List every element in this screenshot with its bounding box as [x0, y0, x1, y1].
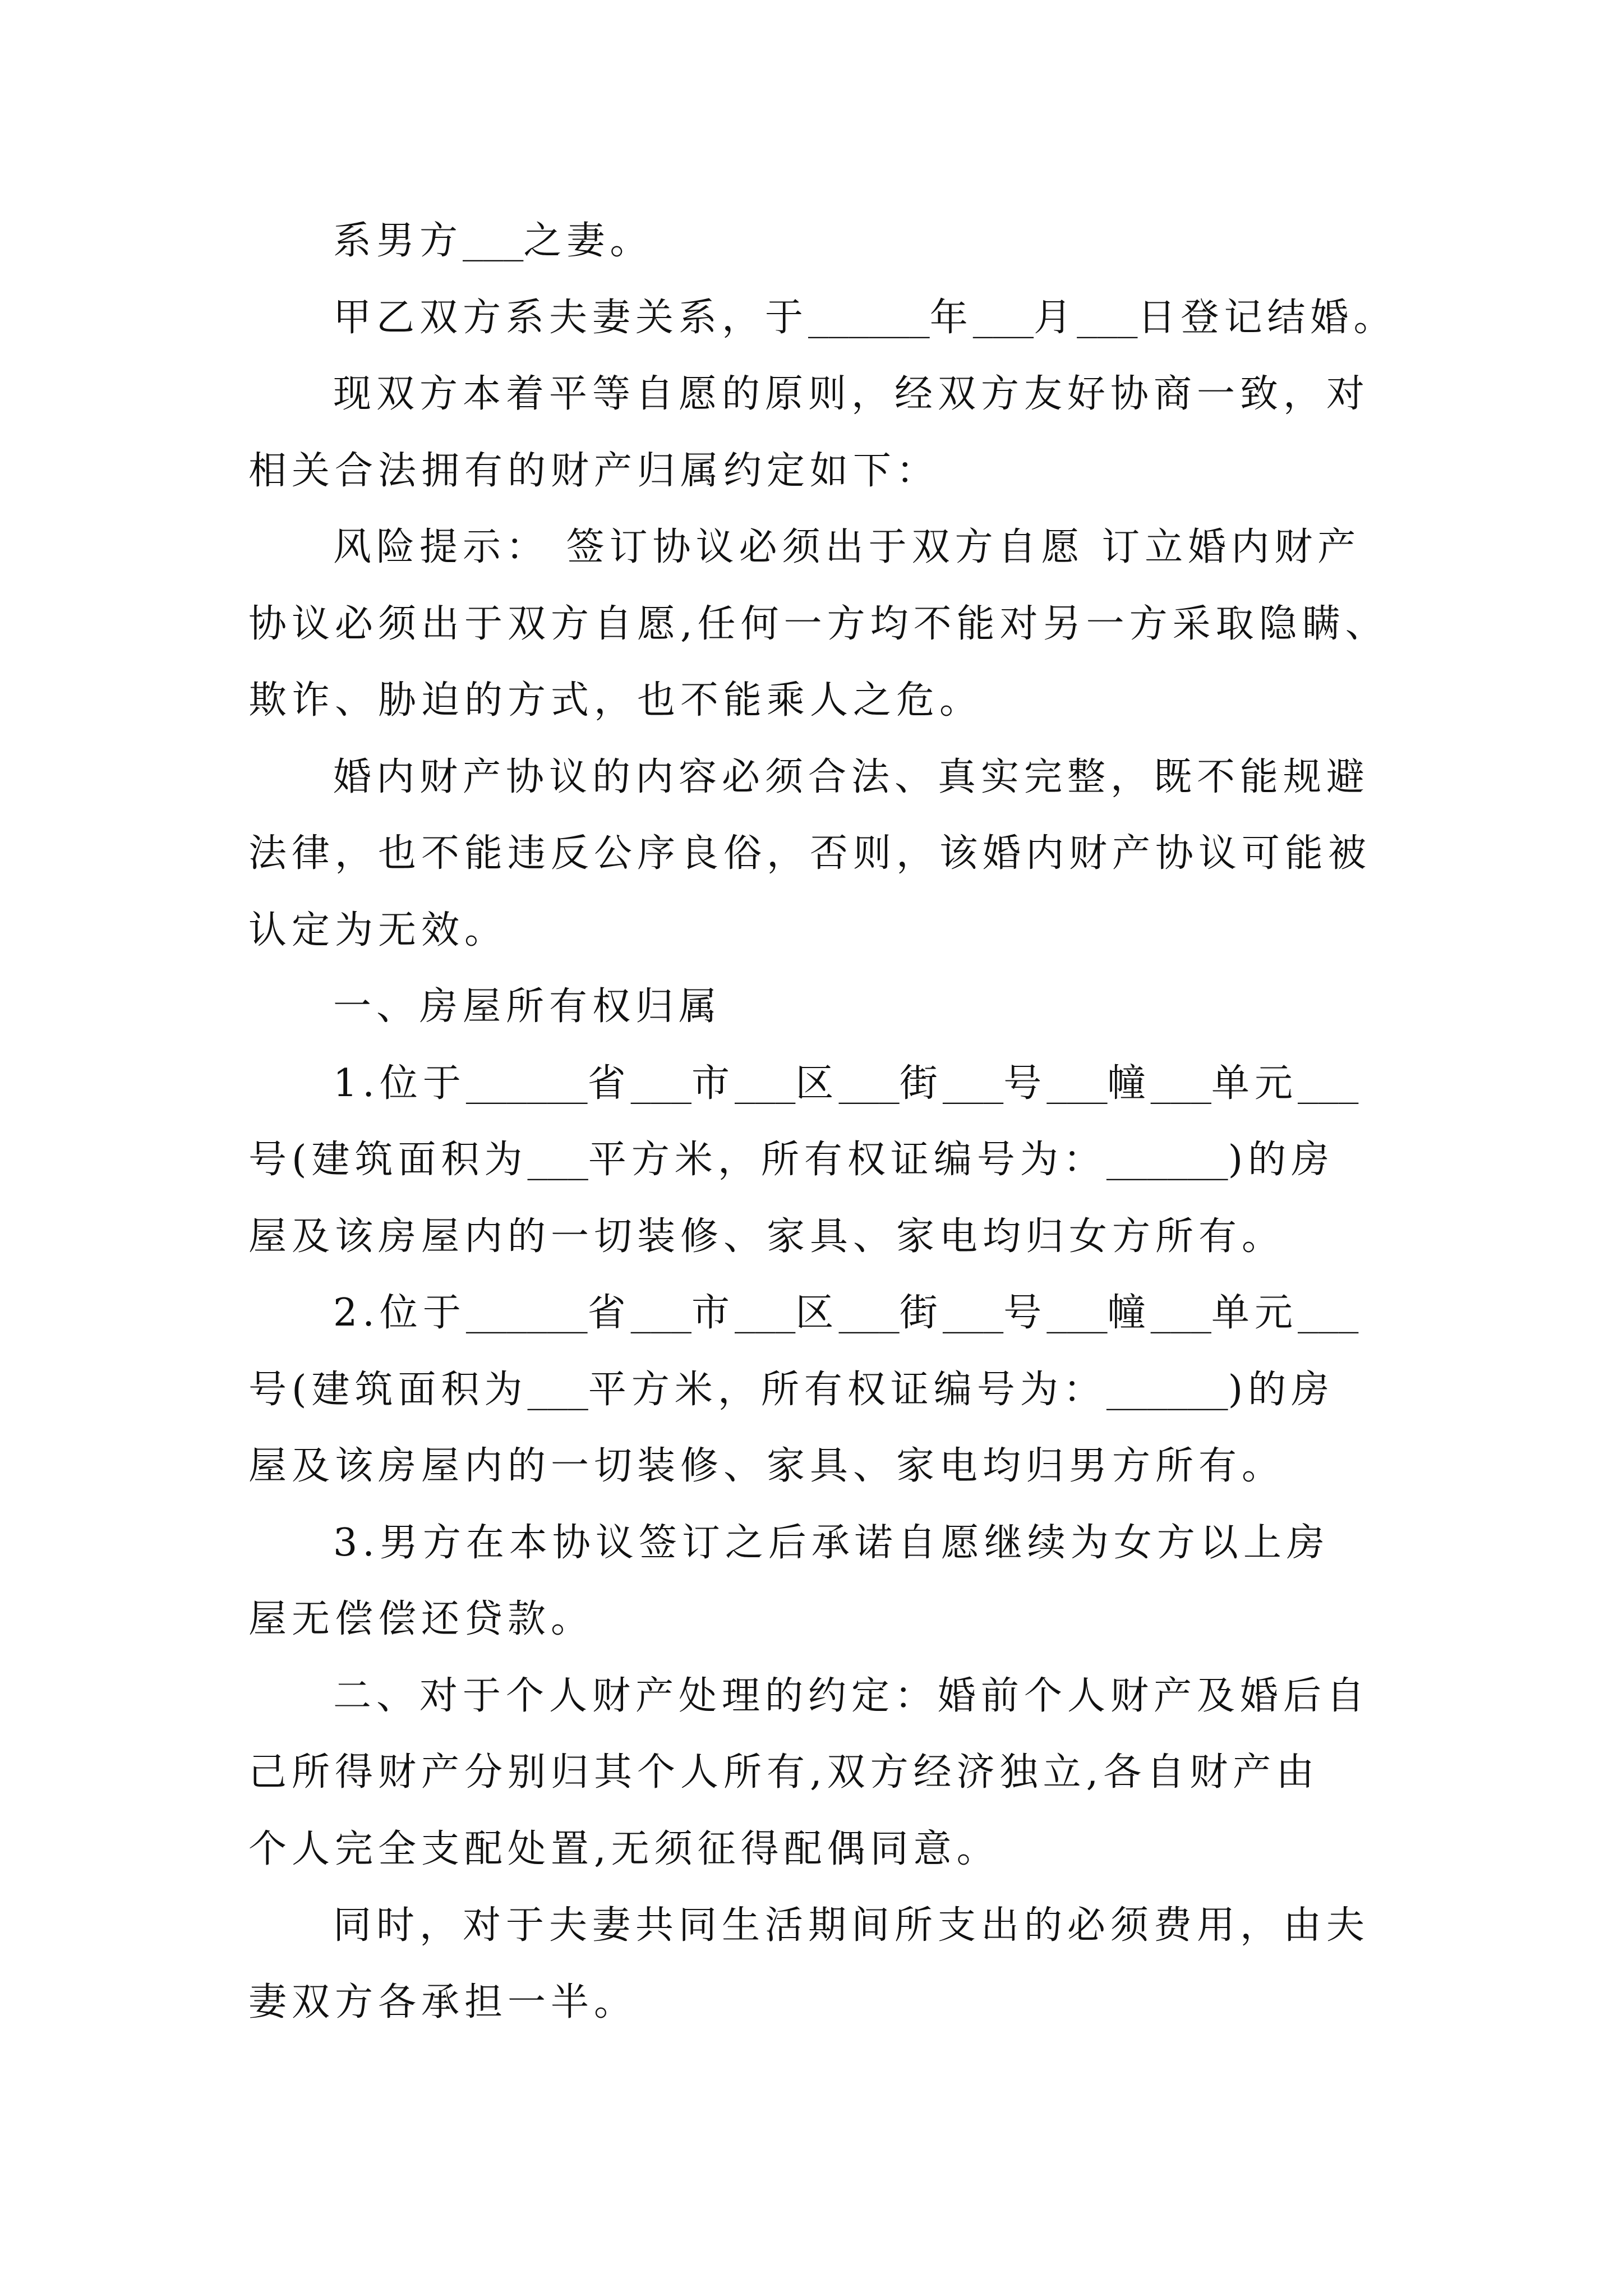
paragraph-line: 屋无偿偿还贷款。: [248, 1597, 594, 1641]
clause-house-2: [248, 1275, 1415, 1505]
paragraph-line: 号(建筑面积为___平方米，所有权证编号为：______)的房: [248, 1367, 1335, 1412]
paragraph-line: 个人完全支配处置,无须征得配偶同意。: [248, 1826, 1000, 1871]
paragraph-line: 二、对于个人财产处理的约定：婚前个人财产及婚后自: [333, 1673, 1370, 1718]
paragraph-marriage-registration: [248, 280, 1415, 357]
fill-in-blank: ___: [1298, 1295, 1359, 1334]
section-personal-property: [248, 1658, 1415, 1888]
fill-in-blank: ___: [1046, 1065, 1108, 1105]
paragraph-line: 协议必须出于双方自愿,任何一方均不能对另一方采取隐瞒、: [248, 601, 1389, 646]
fill-in-blank: ______: [808, 299, 930, 339]
paragraph-line: 屋及该房屋内的一切装修、家具、家电均归男方所有。: [248, 1444, 1285, 1488]
paragraph-line: 己所得财产分别归其个人所有,双方经济独立,各自财产由: [248, 1750, 1320, 1795]
fill-in-blank: ___: [463, 223, 524, 262]
fill-in-blank: ___: [1077, 299, 1138, 339]
paragraph-line: 3.男方在本协议签订之后承诺自愿继续为女方以上房: [333, 1520, 1330, 1565]
fill-in-blank: ______: [465, 1065, 588, 1105]
paragraph-line: 2.位于______省___市___区___街___号___幢___单元___: [333, 1291, 1359, 1335]
paragraph-husband-wife: [248, 203, 1415, 280]
fill-in-blank: ___: [735, 1295, 796, 1334]
fill-in-blank: ___: [527, 1371, 588, 1411]
paragraph-line: 法律，也不能违反公序良俗，否则，该婚内财产协议可能被: [248, 831, 1372, 876]
document-body: [248, 203, 1415, 2041]
fill-in-blank: ___: [838, 1065, 900, 1105]
paragraph-line: 系男方___之妻。: [333, 219, 653, 263]
clause-house-3: [248, 1505, 1415, 1658]
fill-in-blank: ___: [942, 1295, 1004, 1334]
section-heading-house-ownership: [248, 969, 1415, 1046]
fill-in-blank: ______: [1106, 1371, 1228, 1411]
fill-in-blank: ___: [527, 1142, 588, 1181]
fill-in-blank: ___: [1150, 1065, 1211, 1105]
section-heading: 一、房屋所有权归属: [333, 984, 722, 1029]
paragraph-line: 认定为无效。: [248, 908, 508, 953]
paragraph-line: 1.位于______省___市___区___街___号___幢___单元___: [333, 1061, 1359, 1106]
fill-in-blank: ___: [942, 1065, 1004, 1105]
fill-in-blank: ___: [1298, 1065, 1359, 1105]
fill-in-blank: ___: [735, 1065, 796, 1105]
paragraph-line: 号(建筑面积为___平方米，所有权证编号为：______)的房: [248, 1138, 1335, 1182]
paragraph-legality: [248, 739, 1415, 969]
clause-house-1: [248, 1046, 1415, 1276]
paragraph-risk-notice: [248, 509, 1415, 739]
paragraph-line: 婚内财产协议的内容必须合法、真实完整，既不能规避: [333, 754, 1370, 799]
paragraph-line: 屋及该房屋内的一切装修、家具、家电均归女方所有。: [248, 1214, 1285, 1259]
paragraph-line: 相关合法拥有的财产归属约定如下：: [248, 448, 940, 493]
fill-in-blank: ______: [1106, 1142, 1228, 1181]
paragraph-line: 现双方本着平等自愿的原则，经双方友好协商一致，对: [333, 372, 1370, 416]
fill-in-blank: ___: [630, 1065, 692, 1105]
paragraph-line: 欺诈、胁迫的方式，也不能乘人之危。: [248, 678, 983, 723]
fill-in-blank: ___: [838, 1295, 900, 1334]
paragraph-agreement-intro: [248, 356, 1415, 509]
fill-in-blank: ___: [630, 1295, 692, 1334]
paragraph-shared-expenses: [248, 1888, 1415, 2041]
paragraph-line: 同时，对于夫妻共同生活期间所支出的必须费用，由夫: [333, 1903, 1370, 1948]
fill-in-blank: ___: [972, 299, 1034, 339]
paragraph-line: 风险提示： 签订协议必须出于双方自愿 订立婚内财产: [333, 525, 1361, 569]
fill-in-blank: ___: [1150, 1295, 1211, 1334]
fill-in-blank: ___: [1046, 1295, 1108, 1334]
paragraph-line: 甲乙双方系夫妻关系，于______年___月___日登记结婚。: [333, 295, 1397, 340]
fill-in-blank: ______: [465, 1295, 588, 1334]
paragraph-line: 妻双方各承担一半。: [248, 1980, 638, 2024]
